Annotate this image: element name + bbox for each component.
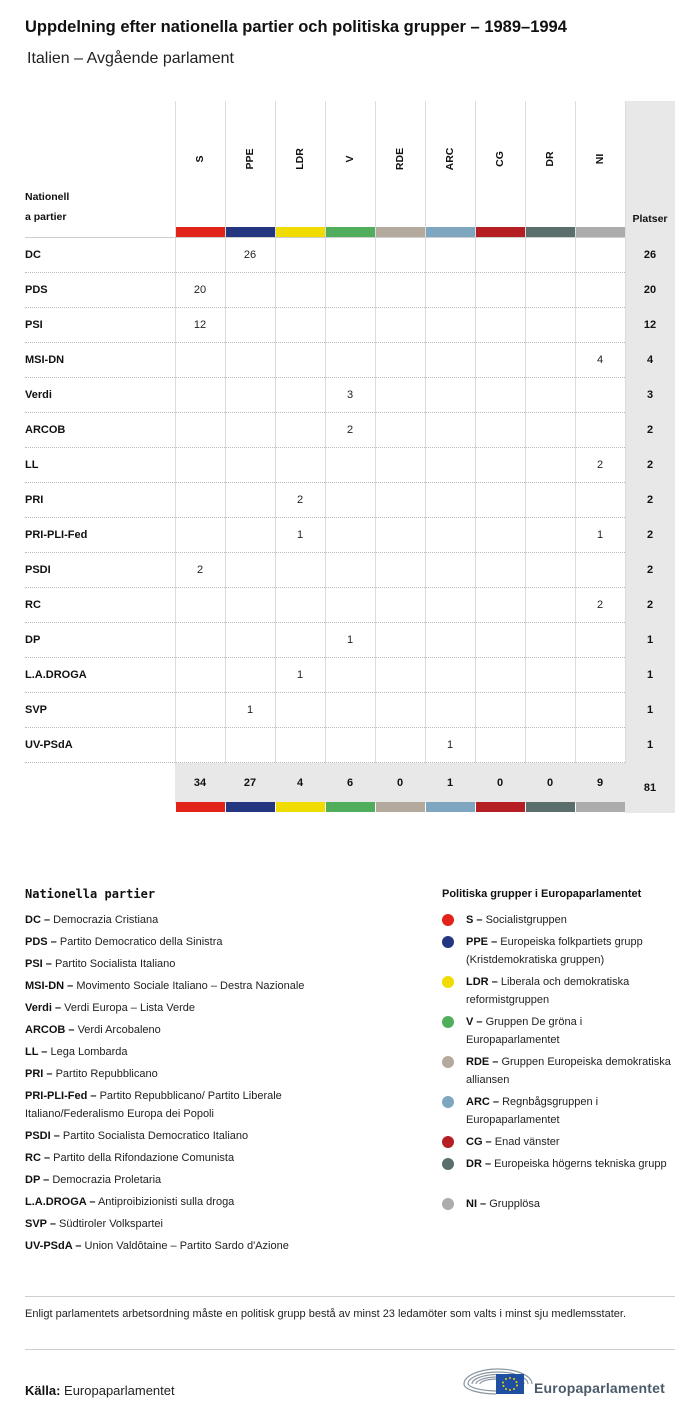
- row-total: 3: [646, 389, 654, 401]
- column-header-label: RDE: [394, 147, 406, 171]
- party-label: PRI: [25, 494, 44, 506]
- seat-count: 1: [596, 529, 604, 541]
- national-legend-item: [25, 1087, 345, 1123]
- row-separator: [25, 342, 625, 343]
- column-header-label: S: [194, 155, 206, 163]
- party-label: PSI: [25, 319, 43, 331]
- divider: [25, 1296, 675, 1297]
- seat-count: 2: [596, 459, 604, 471]
- national-legend-item: [25, 1237, 345, 1255]
- legend-code: S –: [466, 914, 483, 926]
- footnote: Enligt parlamentets arbetsordning måste en politisk grupp bestå av minst 23 ledamöter som valts i minst sju medlemsstater.: [25, 1308, 626, 1320]
- party-label: PDS: [25, 284, 48, 296]
- column-divider: [425, 101, 426, 764]
- party-label: SVP: [25, 704, 48, 716]
- legend-name: Regnbågsgruppen i Europaparlamentet: [466, 1096, 599, 1126]
- column-total: 27: [243, 777, 257, 789]
- party-label: ARCOB: [25, 424, 66, 436]
- national-legend-item: [25, 1021, 345, 1039]
- column-header-label: DR: [544, 151, 556, 167]
- seat-count: 1: [346, 634, 354, 646]
- group-color-bar: [276, 802, 325, 812]
- column-divider: [575, 101, 576, 764]
- group-color-bar: [576, 227, 625, 237]
- national-legend-item: [25, 1127, 345, 1145]
- legend-name: Partito Repubblicano/ Partito Liberale Italiano/Federalismo Europa dei Popoli: [25, 1090, 282, 1120]
- group-color-dot: [442, 976, 454, 988]
- row-total: 2: [646, 459, 654, 471]
- group-color-bar: [426, 227, 475, 237]
- row-total: 1: [646, 704, 654, 716]
- column-total: 0: [396, 777, 404, 789]
- column-divider: [375, 101, 376, 764]
- group-color-bar: [526, 227, 575, 237]
- party-label: LL: [25, 459, 39, 471]
- source-value: Europaparlamentet: [64, 1383, 175, 1398]
- legend-code: UV-PSdA –: [25, 1240, 82, 1252]
- column-header-cg: [475, 147, 525, 171]
- legend-name: Democrazia Proletaria: [49, 1174, 162, 1186]
- row-separator: [25, 517, 625, 518]
- legend-name: Europeiska folkpartiets grupp (Kristdemokratiska gruppen): [466, 936, 643, 966]
- legend-name: Partito Socialista Democratico Italiano: [59, 1130, 249, 1142]
- group-legend-text: [466, 973, 676, 1009]
- legend-code: LL –: [25, 1046, 48, 1058]
- group-legend-text: [466, 1053, 676, 1089]
- group-legend-text: [466, 1195, 676, 1213]
- column-total: 4: [296, 777, 304, 789]
- seat-count: 2: [346, 424, 354, 436]
- row-separator: [25, 692, 625, 693]
- column-total: 0: [496, 777, 504, 789]
- national-parties-header: Nationell a partier: [25, 191, 70, 223]
- legend-code: PRI-PLI-Fed –: [25, 1090, 97, 1102]
- seat-count: 26: [243, 249, 257, 261]
- seat-count: 2: [596, 599, 604, 611]
- group-color-bar: [276, 227, 325, 237]
- column-header-ldr: [275, 147, 325, 171]
- legend-code: RDE –: [466, 1056, 499, 1068]
- legend-code: PRI –: [25, 1068, 53, 1080]
- column-total: 0: [546, 777, 554, 789]
- row-total: 4: [646, 354, 654, 366]
- column-header-label: PPE: [244, 148, 256, 170]
- row-separator: [25, 272, 625, 273]
- legend-code: PPE –: [466, 936, 498, 948]
- column-header-label: CG: [494, 151, 506, 167]
- column-divider: [175, 101, 176, 764]
- legend-name: Partito Democratico della Sinistra: [56, 936, 223, 948]
- national-legend-heading: Nationella partier: [25, 887, 156, 901]
- column-header-label: ARC: [444, 147, 456, 171]
- row-separator: [25, 377, 625, 378]
- legend-code: MSI-DN –: [25, 980, 74, 992]
- seat-count: 4: [596, 354, 604, 366]
- party-label: PRI-PLI-Fed: [25, 529, 88, 541]
- row-separator: [25, 727, 625, 728]
- legend-code: L.A.DROGA –: [25, 1196, 96, 1208]
- group-color-dot: [442, 1136, 454, 1148]
- seat-count: 2: [196, 564, 204, 576]
- legend-name: Gruppen De gröna i Europaparlamentet: [466, 1016, 583, 1046]
- national-legend-item: [25, 1149, 345, 1167]
- group-legend-text: [466, 1013, 676, 1049]
- national-legend-item: [25, 1193, 345, 1211]
- column-header-arc: [425, 147, 475, 171]
- divider: [25, 1349, 675, 1350]
- column-header-v: [325, 147, 375, 171]
- legend-name: Democrazia Cristiana: [50, 914, 159, 926]
- party-label: Verdi: [25, 389, 52, 401]
- row-total: 2: [646, 494, 654, 506]
- legend-name: Union Valdôtaine – Partito Sardo d'Azione: [81, 1240, 289, 1252]
- group-color-dot: [442, 1096, 454, 1108]
- row-separator: [25, 447, 625, 448]
- group-legend-text: [466, 1093, 676, 1129]
- legend-code: DP –: [25, 1174, 50, 1186]
- group-color-dot: [442, 1198, 454, 1210]
- column-divider: [225, 101, 226, 764]
- legend-code: NI –: [466, 1198, 487, 1210]
- group-color-bar: [476, 802, 525, 812]
- row-separator: [25, 412, 625, 413]
- legend-code: RC –: [25, 1152, 51, 1164]
- group-color-bar: [376, 227, 425, 237]
- row-total: 2: [646, 529, 654, 541]
- grand-total: 81: [643, 782, 657, 794]
- group-color-bar: [426, 802, 475, 812]
- row-separator: [25, 587, 625, 588]
- legend-name: Europeiska högerns tekniska grupp: [491, 1158, 667, 1170]
- legend-code: Verdi –: [25, 1002, 62, 1014]
- column-header-ppe: [225, 147, 275, 171]
- national-legend-item: [25, 1215, 345, 1233]
- party-label: L.A.DROGA: [25, 669, 87, 681]
- row-total: 2: [646, 599, 654, 611]
- group-color-bar: [526, 802, 575, 812]
- header-separator: [25, 237, 625, 238]
- group-color-bar: [326, 802, 375, 812]
- column-divider: [475, 101, 476, 764]
- legend-code: V –: [466, 1016, 483, 1028]
- column-divider: [525, 101, 526, 764]
- legend-name: Lega Lombarda: [47, 1046, 128, 1058]
- column-total: 6: [346, 777, 354, 789]
- seat-count: 3: [346, 389, 354, 401]
- row-total: 2: [646, 564, 654, 576]
- legend-code: SVP –: [25, 1218, 56, 1230]
- group-color-bar: [576, 802, 625, 812]
- national-legend-item: [25, 1065, 345, 1083]
- legend-name: Gruppen Europeiska demokratiska alliansen: [466, 1056, 671, 1086]
- group-color-dot: [442, 1016, 454, 1028]
- column-total: 1: [446, 777, 454, 789]
- legend-name: Enad vänster: [491, 1136, 560, 1148]
- row-separator: [25, 762, 625, 763]
- row-total: 12: [643, 319, 657, 331]
- group-color-dot: [442, 936, 454, 948]
- page-subtitle: Italien – Avgående parlament: [27, 50, 234, 67]
- group-color-bar: [226, 227, 275, 237]
- row-separator: [25, 657, 625, 658]
- legend-code: PSI –: [25, 958, 52, 970]
- column-total: 9: [596, 777, 604, 789]
- legend-code: DC –: [25, 914, 51, 926]
- group-color-bar: [476, 227, 525, 237]
- party-label: PSDI: [25, 564, 51, 576]
- legend-name: Socialistgruppen: [482, 914, 567, 926]
- group-legend-text: [466, 911, 676, 929]
- group-legend-text: [466, 1155, 676, 1173]
- group-color-bar: [176, 802, 225, 812]
- row-separator: [25, 307, 625, 308]
- legend-code: PSDI –: [25, 1130, 60, 1142]
- legend-code: PDS –: [25, 936, 57, 948]
- national-legend-item: [25, 933, 345, 951]
- column-divider: [275, 101, 276, 764]
- legend-name: Partito della Rifondazione Comunista: [50, 1152, 235, 1164]
- party-label: MSI-DN: [25, 354, 65, 366]
- party-label: RC: [25, 599, 41, 611]
- party-label: DP: [25, 634, 41, 646]
- column-header-label: LDR: [294, 148, 306, 170]
- group-legend-text: [466, 933, 676, 969]
- group-legend-heading: Politiska grupper i Europaparlamentet: [442, 888, 642, 900]
- seats-header: Platser: [632, 213, 668, 225]
- legend-name: Partito Repubblicano: [52, 1068, 158, 1080]
- group-color-dot: [442, 914, 454, 926]
- group-legend-text: [466, 1133, 676, 1151]
- row-total: 2: [646, 424, 654, 436]
- legend-name: Movimento Sociale Italiano – Destra Nazionale: [73, 980, 305, 992]
- seat-count: 1: [246, 704, 254, 716]
- group-color-bar: [376, 802, 425, 812]
- party-label: DC: [25, 249, 41, 261]
- national-legend-item: [25, 955, 345, 973]
- seat-count: 1: [296, 669, 304, 681]
- legend-name: Grupplösa: [486, 1198, 540, 1210]
- column-header-rde: [375, 147, 425, 171]
- national-legend-item: [25, 999, 345, 1017]
- column-header-label: NI: [594, 153, 606, 165]
- legend-code: CG –: [466, 1136, 492, 1148]
- legend-name: Antiproibizionisti sulla droga: [95, 1196, 235, 1208]
- legend-name: Partito Socialista Italiano: [51, 958, 176, 970]
- group-color-bar: [326, 227, 375, 237]
- group-color-dot: [442, 1056, 454, 1068]
- group-color-bar: [226, 802, 275, 812]
- source-line: [25, 1383, 175, 1398]
- seat-table: [25, 101, 675, 813]
- national-legend-item: [25, 911, 345, 929]
- national-legend-item: [25, 1043, 345, 1061]
- legend-code: DR –: [466, 1158, 492, 1170]
- column-header-s: [175, 147, 225, 171]
- column-header-label: V: [344, 155, 356, 163]
- national-legend-item: [25, 977, 345, 995]
- seat-count: 1: [446, 739, 454, 751]
- group-color-dot: [442, 1158, 454, 1170]
- row-total: 1: [646, 634, 654, 646]
- seat-count: 12: [193, 319, 207, 331]
- legend-name: Verdi Arcobaleno: [74, 1024, 161, 1036]
- row-total: 1: [646, 739, 654, 751]
- legend-name: Liberala och demokratiska reformistgruppen: [466, 976, 630, 1006]
- row-separator: [25, 622, 625, 623]
- group-color-bar: [176, 227, 225, 237]
- page-title: Uppdelning efter nationella partier och politiska grupper – 1989–1994: [25, 18, 567, 36]
- row-separator: [25, 482, 625, 483]
- legend-code: ARCOB –: [25, 1024, 75, 1036]
- legend-name: Verdi Europa – Lista Verde: [61, 1002, 196, 1014]
- legend-name: Südtiroler Volkspartei: [56, 1218, 163, 1230]
- seat-count: 1: [296, 529, 304, 541]
- legend-code: LDR –: [466, 976, 498, 988]
- seat-count: 20: [193, 284, 207, 296]
- source-label: Källa:: [25, 1383, 61, 1398]
- row-total: 26: [643, 249, 657, 261]
- national-legend-item: [25, 1171, 345, 1189]
- row-separator: [25, 552, 625, 553]
- logo-text: Europaparlamentet: [534, 1380, 665, 1396]
- row-total: 20: [643, 284, 657, 296]
- row-total: 1: [646, 669, 654, 681]
- column-header-dr: [525, 147, 575, 171]
- seat-count: 2: [296, 494, 304, 506]
- party-label: UV-PSdA: [25, 739, 73, 751]
- column-header-ni: [575, 147, 625, 171]
- column-total: 34: [193, 777, 207, 789]
- legend-code: ARC –: [466, 1096, 500, 1108]
